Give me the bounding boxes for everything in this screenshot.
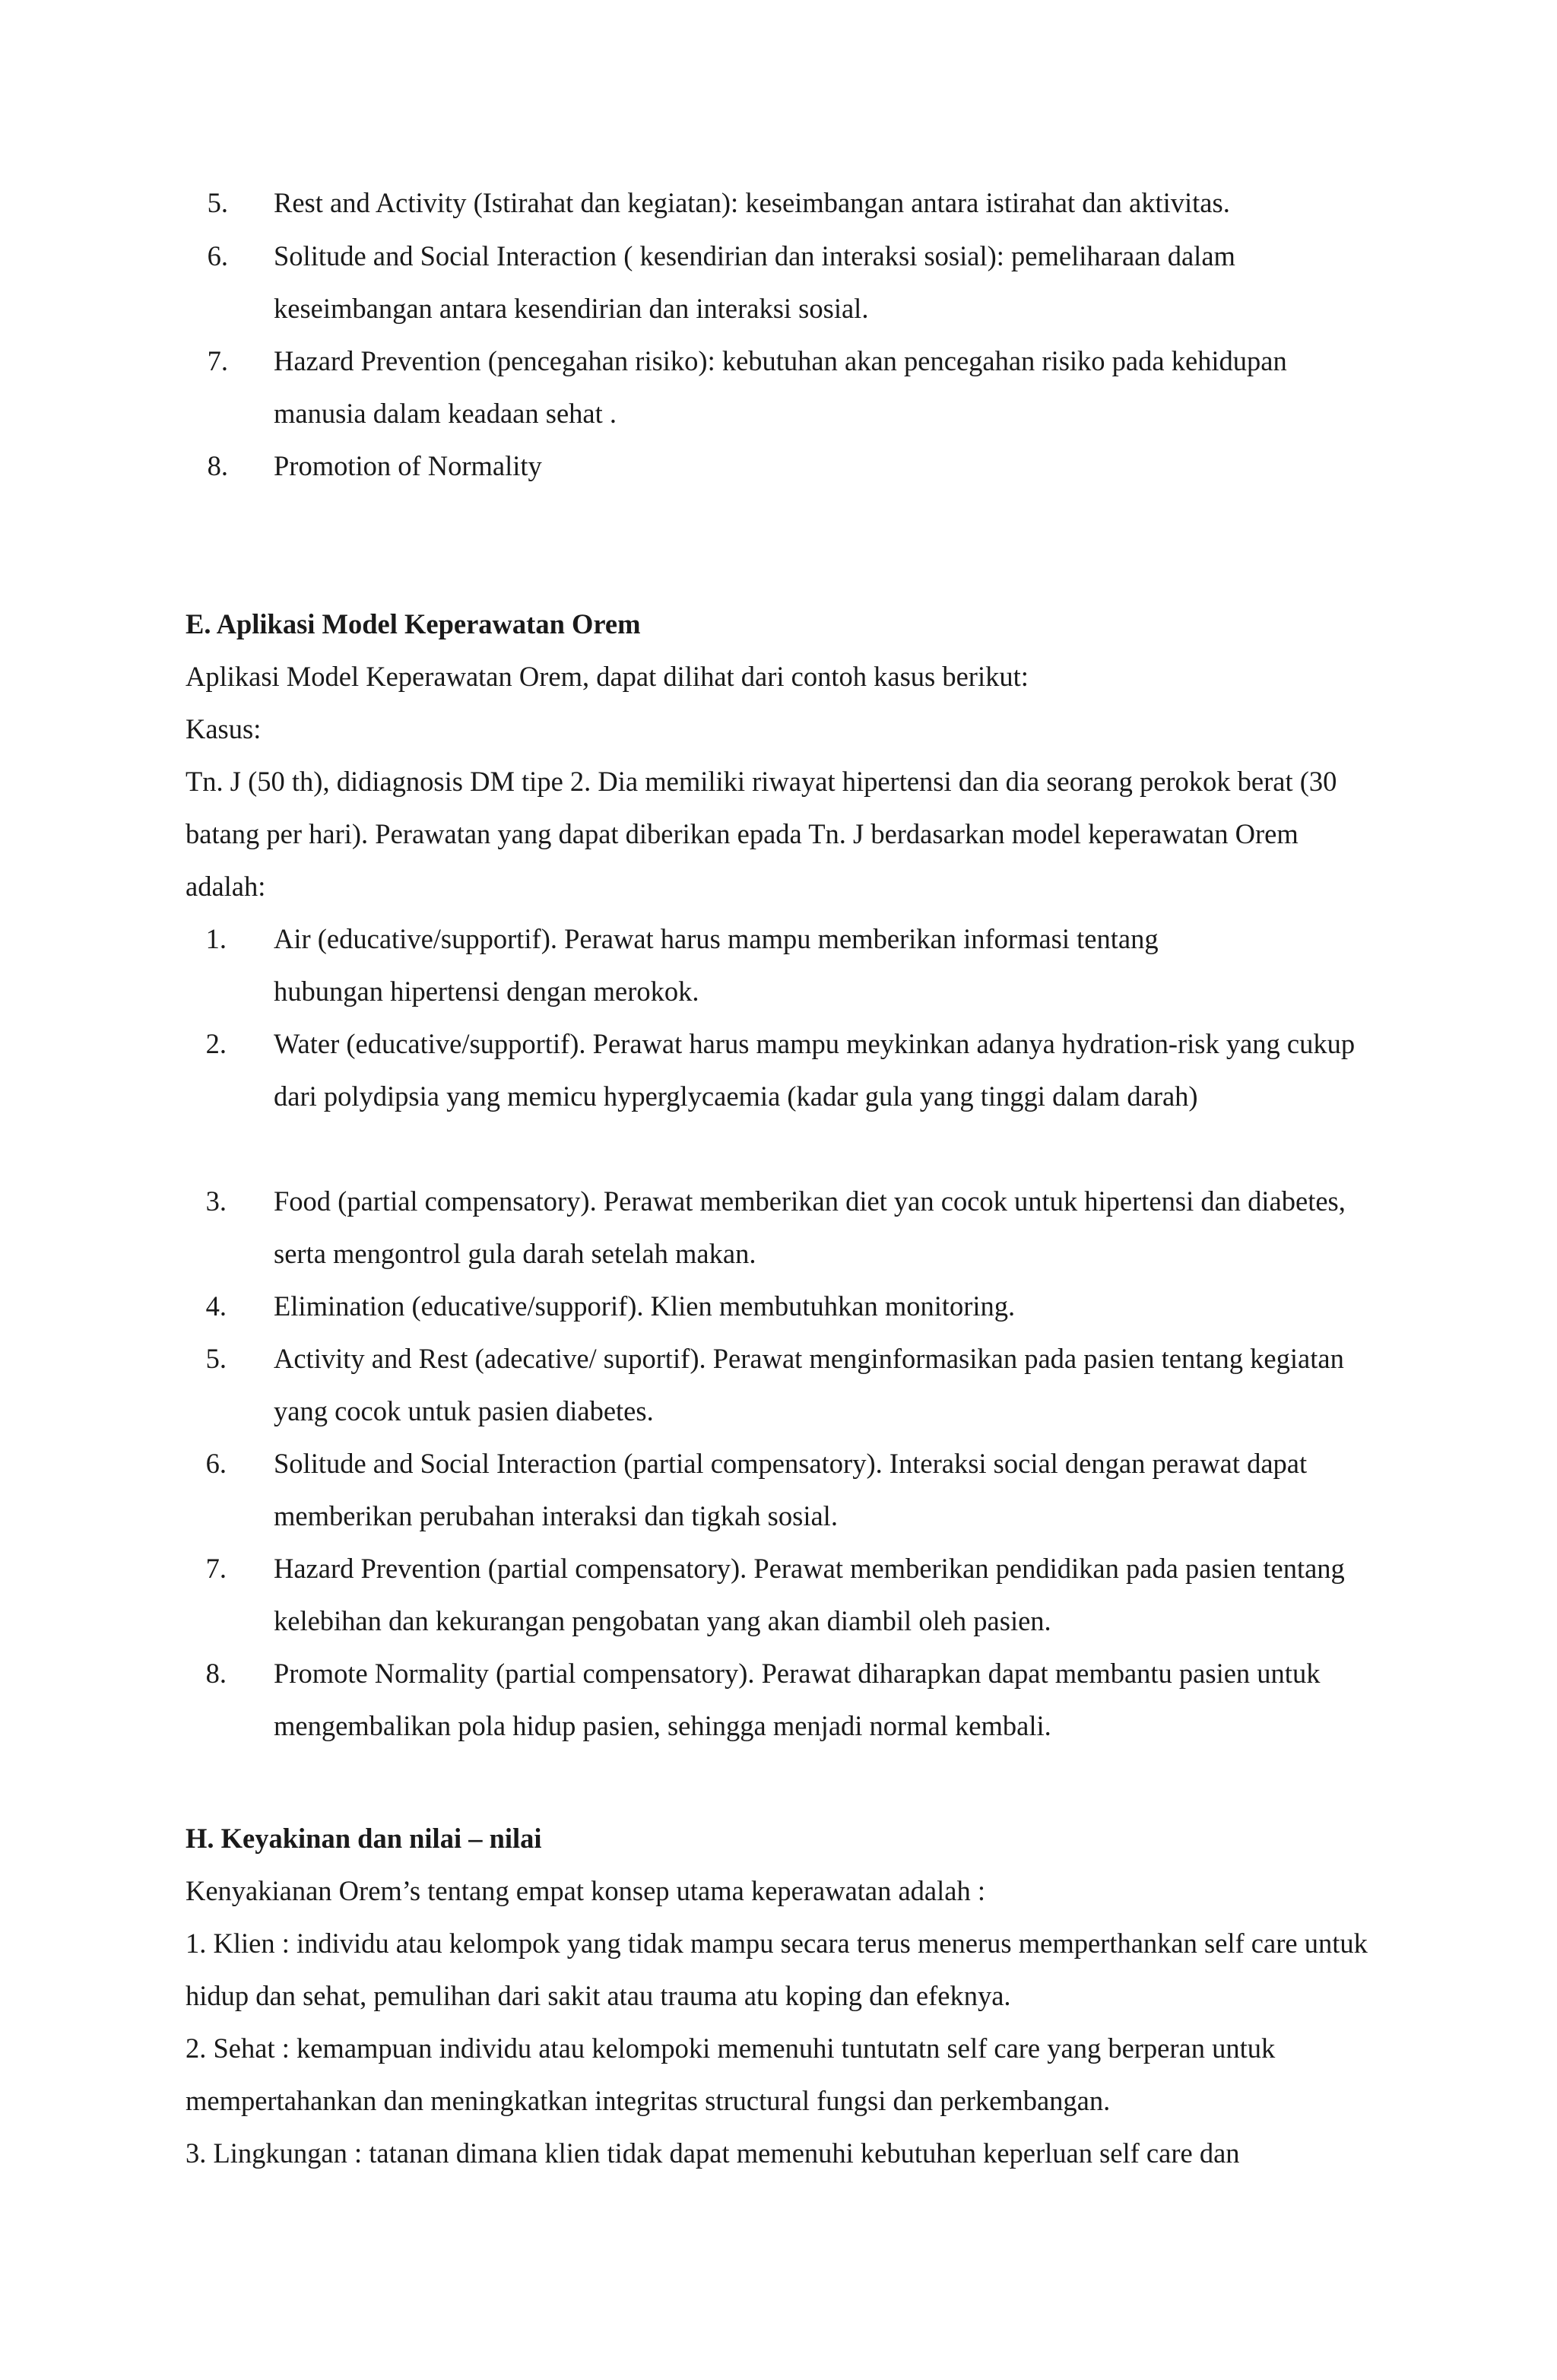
section-heading: E. Aplikasi Model Keperawatan Orem	[186, 608, 641, 639]
list-item-text: Promote Normality (partial compensatory). Perawat diharapkan dapat membantu pasien untuk mengembalikan pola hidup pasien, sehingga menjadi normal kembali.	[274, 1658, 1321, 1741]
list-item-number: 4.	[205, 1290, 227, 1322]
list-item-number: 2.	[205, 1028, 227, 1059]
list-item-number: 7.	[207, 345, 228, 376]
list-item-text: Water (educative/supportif). Perawat harus mampu meykinkan adanya hydration-risk yang cukup dari polydipsia yang memicu hyperglycaemia (kadar gula yang tinggi dalam darah)	[274, 1028, 1356, 1112]
list-item-number: 8.	[205, 1658, 227, 1689]
section-intro: Kenyakianan Orem’s tentang empat konsep utama keperawatan adalah :	[186, 1875, 985, 1906]
list-item-text: Hazard Prevention (pencegahan risiko): kebutuhan akan pencegahan risiko pada kehidupan manusia dalam keadaan sehat .	[274, 345, 1287, 429]
case-text: Tn. J (50 th), didiagnosis DM tipe 2. Dia memiliki riwayat hipertensi dan dia seorang perokok berat (30 batang per hari). Perawatan yang dapat diberikan epada Tn. J berdasarkan model keperawatan Orem adalah:	[186, 766, 1337, 902]
concept-paragraph: 2. Sehat : kemampuan individu atau kelompoki memenuhi tuntutatn self care yang berperan untuk mempertahankan dan meningkatkan integritas structural fungsi dan perkembangan.	[186, 2033, 1276, 2116]
list-item-text: Solitude and Social Interaction ( kesendirian dan interaksi sosial): pemeliharaan dalam keseimbangan antara kesendirian dan interaksi sosial.	[274, 240, 1235, 324]
list-item-text: Air (educative/supportif). Perawat harus mampu memberikan informasi tentang hubungan hipertensi dengan merokok.	[274, 923, 1159, 1007]
section-intro: Aplikasi Model Keperawatan Orem, dapat dilihat dari contoh kasus berikut:	[186, 661, 1029, 692]
list-item-text: Activity and Rest (adecative/ suportif). Perawat menginformasikan pada pasien tentang kegiatan yang cocok untuk pasien diabetes.	[274, 1343, 1344, 1426]
section-heading: H. Keyakinan dan nilai – nilai	[186, 1823, 542, 1854]
list-item-number: 3.	[205, 1185, 227, 1217]
list-item-number: 7.	[205, 1553, 227, 1584]
concept-paragraph: 1. Klien : individu atau kelompok yang tidak mampu secara terus menerus memperthankan self care untuk hidup dan sehat, pemulihan dari sakit atau trauma atu koping dan efeknya.	[186, 1928, 1368, 2011]
list-item-text: Solitude and Social Interaction (partial compensatory). Interaksi social dengan perawat dapat memberikan perubahan interaksi dan tigkah sosial.	[274, 1448, 1308, 1531]
list-item-number: 5.	[205, 1343, 227, 1374]
list-item-number: 5.	[207, 187, 228, 218]
list-item-number: 8.	[207, 450, 228, 481]
list-item-text: Food (partial compensatory). Perawat memberikan diet yan cocok untuk hipertensi dan diabetes, serta mengontrol gula darah setelah makan.	[274, 1185, 1346, 1269]
list-item-number: 6.	[205, 1448, 227, 1479]
list-item-text: Hazard Prevention (partial compensatory). Perawat memberikan pendidikan pada pasien tentang kelebihan dan kekurangan pengobatan yang akan diambil oleh pasien.	[274, 1553, 1345, 1636]
list-item-number: 1.	[205, 923, 227, 954]
concept-paragraph: 3. Lingkungan : tatanan dimana klien tidak dapat memenuhi kebutuhan keperluan self care dan	[186, 2137, 1240, 2169]
list-item-number: 6.	[207, 240, 228, 271]
list-item-text: Promotion of Normality	[274, 450, 542, 481]
case-label: Kasus:	[186, 713, 262, 744]
list-item-text: Elimination (educative/supporif). Klien membutuhkan monitoring.	[274, 1290, 1016, 1322]
list-item-text: Rest and Activity (Istirahat dan kegiatan): keseimbangan antara istirahat dan aktivitas.	[274, 187, 1230, 218]
